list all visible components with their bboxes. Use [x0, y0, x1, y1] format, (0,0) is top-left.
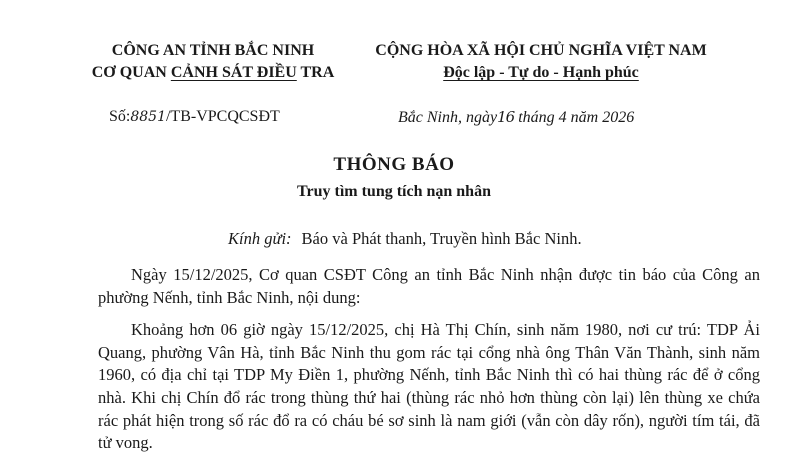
document-number-value: 8851 — [130, 109, 166, 125]
national-title: CỘNG HÒA XÃ HỘI CHỦ NGHĨA VIỆT NAM — [375, 42, 707, 59]
agency-name — [68, 62, 358, 84]
issuing-agency-header — [68, 40, 358, 84]
document-number-prefix: Số: — [109, 108, 131, 125]
body-paragraph-2: Khoảng hơn 06 giờ ngày 15/12/2025, chị Hà Thị Chín, sinh năm 1980, nơi cư trú: TDP Ải Quang, phường Vân Hà, tỉnh Bắc Ninh thu gom rác tại cổng nhà ông Thân Văn Thành, sinh năm 1960, có địa chỉ tại TDP My Điền 1, phường Nếnh, tỉnh Bắc Ninh thì có hai thùng rác để ở cổng nhà. Khi chị Chín đổ rác trong thùng thứ hai (thùng rác nhỏ hơn thùng còn lại) lên thùng xe chứa rác phát hiện trong số rác đổ ra có cháu bé sơ sinh là nam giới (vẫn còn dây rốn), người tím tái, đã tử vong. — [98, 320, 760, 453]
document-body — [98, 264, 760, 465]
issue-date — [398, 106, 634, 129]
recipient-label: Kính gửi: — [228, 229, 292, 248]
agency-name-suffix: TRA — [296, 64, 335, 81]
national-motto-text: Độc lập - Tự do - Hạnh phúc — [443, 64, 639, 81]
national-header — [355, 40, 727, 84]
issue-date-day: 16 — [497, 108, 515, 126]
issue-date-prefix: Bắc Ninh, ngày — [398, 109, 498, 126]
agency-name-prefix: CƠ QUAN — [91, 64, 171, 81]
document-subtitle: Truy tìm tung tích nạn nhân — [297, 183, 491, 200]
recipient-value: Báo và Phát thanh, Truyền hình Bắc Ninh. — [301, 229, 582, 248]
agency-parent-name: CÔNG AN TỈNH BẮC NINH — [111, 42, 315, 59]
recipient-line — [228, 228, 582, 250]
issue-date-suffix: tháng 4 năm 2026 — [514, 109, 635, 126]
document-number — [109, 106, 280, 128]
agency-name-underlined: CẢNH SÁT ĐIỀU — [170, 64, 297, 81]
document-title: THÔNG BÁO — [333, 154, 455, 175]
body-paragraph-1: Ngày 15/12/2025, Cơ quan CSĐT Công an tỉnh Bắc Ninh nhận được tin báo của Công an phường Nếnh, tỉnh Bắc Ninh, nội dung: — [98, 265, 760, 307]
document-number-suffix: /TB-VPCQCSĐT — [165, 108, 280, 125]
national-motto — [355, 62, 727, 84]
